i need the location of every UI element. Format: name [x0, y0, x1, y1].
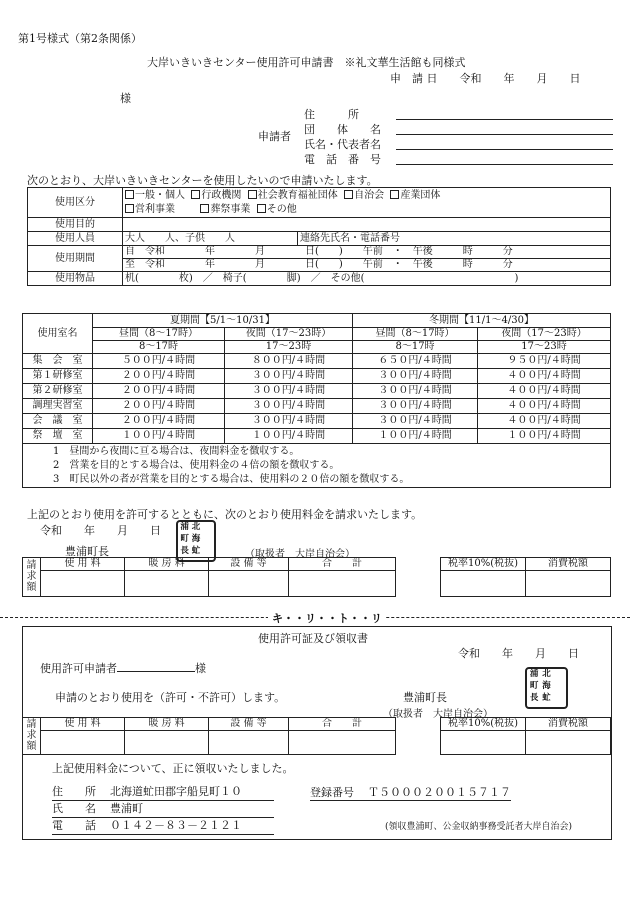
period-from[interactable]: 自 令和 年 月 日( ) 午前 ・ 午後 時 分	[123, 246, 611, 259]
table-row	[23, 414, 611, 429]
issuer-name	[52, 801, 274, 818]
checkbox-government[interactable]: 行政機関	[191, 190, 241, 201]
fee-cell: ４００円/４時間	[478, 414, 611, 429]
receipt-tax-amount-input[interactable]	[526, 731, 611, 755]
receipt-handler: （取扱者 大岸自治会）	[383, 709, 493, 720]
receipt-applicant-line[interactable]	[117, 671, 195, 672]
fee-cell: １００円/４時間	[353, 429, 478, 444]
total-header: 合 計	[289, 558, 396, 571]
receipt-tax-base-header: 税率10%(税抜)	[441, 718, 526, 731]
note-3: 3 町民以外の者が営業を目的とする場合は、使用料の２０倍の額を徴収する。	[53, 473, 410, 485]
category-options	[123, 188, 611, 218]
items-field[interactable]: 机( 枚) ／ 椅子( 脚) ／ その他( )	[123, 272, 611, 286]
fee-cell: ８００円/４時間	[225, 354, 353, 369]
form-number: 第1号様式（第2条関係）	[18, 32, 142, 45]
addressee-suffix: 様	[120, 92, 131, 105]
permit-statement: 申請のとおり使用を（許可・不許可）します。	[55, 691, 286, 704]
tax-base-input[interactable]	[441, 571, 526, 597]
official-seal: 浦 北 町 海 長 虻	[176, 520, 216, 562]
receipt-title: 使用許可証及び領収書	[258, 632, 368, 645]
fee-cell: ３００円/４時間	[353, 414, 478, 429]
receipt-fee-input[interactable]	[41, 731, 125, 755]
receipt-tax-table	[440, 717, 611, 755]
heating-input[interactable]	[125, 571, 209, 597]
room-header: 使用室名	[23, 314, 93, 354]
receipt-equipment-input[interactable]	[209, 731, 289, 755]
registration-number	[310, 784, 511, 801]
cut-label: キ・・リ・・ト・・リ	[268, 610, 386, 626]
summer-header: 夏期間【5/1～10/31】	[93, 314, 353, 328]
fee-cell: ３００円/４時間	[225, 384, 353, 399]
equipment-header: 設 備 等	[209, 558, 289, 571]
field-group-label: 団 体 名	[304, 123, 381, 136]
receipt-heating-input[interactable]	[125, 731, 209, 755]
fee-cell: ３００円/４時間	[225, 369, 353, 384]
fee-cell: ３００円/４時間	[225, 399, 353, 414]
fee-cell: ４００円/４時間	[478, 399, 611, 414]
receipt-equipment-header: 設 備 等	[209, 718, 289, 731]
fee-cell: ２００円/４時間	[93, 369, 225, 384]
receipt-total-header: 合 計	[289, 718, 396, 731]
fee-cell: ９５０円/４時間	[478, 354, 611, 369]
collector-note: (領収豊浦町、公金収納事務受託者大岸自治会)	[385, 822, 573, 832]
field-address-label: 住 所	[304, 108, 359, 121]
checkbox-other[interactable]: その他	[257, 204, 297, 215]
fee-cell: ３００円/４時間	[353, 384, 478, 399]
category-label: 使用区分	[28, 188, 123, 218]
charge-label: 請 求 額	[23, 558, 41, 597]
mayor-label: 豊浦町長	[65, 545, 109, 558]
handler-label: （取扱者 大岸自治会）	[245, 549, 355, 560]
equipment-input[interactable]	[209, 571, 289, 597]
issuer-address	[52, 784, 274, 801]
received-statement: 上記使用料金について、正に領収いたしました。	[52, 762, 294, 775]
name-input-line[interactable]	[396, 149, 613, 150]
receipt-charge-table	[22, 717, 396, 755]
room-name: 調理実習室	[23, 399, 93, 414]
checkbox-general[interactable]: 一般・個人	[125, 190, 185, 201]
room-name: 祭 壇 室	[23, 429, 93, 444]
fee-cell: １００円/４時間	[478, 429, 611, 444]
receipt-charge-label: 請 求 額	[23, 718, 41, 755]
applicant-label: 申請者	[258, 130, 291, 143]
approval-date: 令和 年 月 日	[40, 524, 161, 537]
intro-text: 次のとおり、大岸いきいきセンターを使用したいので申請いたします。	[27, 174, 378, 187]
total-input[interactable]	[289, 571, 396, 597]
fee-cell: ２００円/４時間	[93, 384, 225, 399]
people-label: 使用人員	[28, 232, 123, 246]
contact-label: 連絡先氏名・電話番号	[300, 232, 400, 244]
summer-day-sub: 8～17時	[93, 341, 225, 354]
summer-night-header: 夜間（17～23時）	[225, 328, 353, 341]
fee-cell: ２００円/４時間	[93, 399, 225, 414]
summer-night-sub: 17～23時	[225, 341, 353, 354]
receipt-fee-header: 使 用 料	[41, 718, 125, 731]
room-name: 第１研修室	[23, 369, 93, 384]
checkbox-industry[interactable]: 産業団体	[390, 190, 440, 201]
fee-cell: ５００円/４時間	[93, 354, 225, 369]
heating-header: 暖 房 料	[125, 558, 209, 571]
fee-cell: ２００円/４時間	[93, 414, 225, 429]
fee-table	[22, 313, 611, 488]
fee-header: 使 用 料	[41, 558, 125, 571]
room-name: 集 会 室	[23, 354, 93, 369]
fee-cell: ３００円/４時間	[225, 414, 353, 429]
table-row	[23, 384, 611, 399]
purpose-label: 使用目的	[28, 218, 123, 232]
summer-day-header: 昼間（8～17時）	[93, 328, 225, 341]
issuer-phone	[52, 818, 274, 835]
note-2: 2 営業を目的とする場合は、使用料金の４倍の額を徴収する。	[53, 459, 340, 471]
receipt-applicant	[40, 660, 206, 676]
tax-table	[440, 557, 611, 597]
table-row	[23, 354, 611, 369]
registration-label: 登録番号	[310, 786, 354, 799]
usage-table	[27, 187, 611, 286]
issuer-address-label: 住 所	[52, 785, 96, 798]
checkbox-neighborhood[interactable]: 自治会	[344, 190, 384, 201]
group-input-line[interactable]	[396, 134, 613, 135]
table-row	[23, 429, 611, 444]
registration-value: Ｔ５０００２００１５７１７	[368, 786, 511, 799]
fee-notes	[23, 444, 611, 488]
application-date: 申 請 日 令和 年 月 日	[390, 72, 581, 85]
receipt-heating-header: 暖 房 料	[125, 718, 209, 731]
fee-input[interactable]	[41, 571, 125, 597]
table-row	[23, 369, 611, 384]
contact-field[interactable]	[298, 232, 611, 246]
receipt-tax-base-input[interactable]	[441, 731, 526, 755]
table-row	[23, 399, 611, 414]
tax-amount-header: 消費税額	[526, 558, 611, 571]
fee-cell: ４００円/４時間	[478, 369, 611, 384]
purpose-field[interactable]	[123, 218, 611, 232]
fee-cell: ４００円/４時間	[478, 384, 611, 399]
fee-cell: １００円/４時間	[225, 429, 353, 444]
applicant-fields	[304, 107, 381, 167]
checkbox-funeral[interactable]: 葬祭事業	[200, 204, 250, 215]
tax-amount-input[interactable]	[526, 571, 611, 597]
receipt-applicant-label: 使用許可申請者	[40, 662, 117, 675]
items-label: 使用物品	[28, 272, 123, 286]
checkbox-social-education[interactable]: 社会教育福祉団体	[248, 190, 338, 201]
issuer-phone-label: 電 話	[52, 819, 96, 832]
form-title: 大岸いきいきセンター使用許可申請書 ※礼文華生活館も同様式	[147, 56, 466, 69]
receipt-total-input[interactable]	[289, 731, 396, 755]
fee-cell: １００円/４時間	[93, 429, 225, 444]
winter-header: 冬期間【11/1～4/30】	[353, 314, 611, 328]
people-field[interactable]: 大人 人、子供 人	[123, 232, 298, 246]
fee-cell: ３００円/４時間	[353, 399, 478, 414]
issuer-phone-value: ０１４２－８３－２１２１	[110, 819, 242, 832]
field-name-label: 氏名・代表者名	[304, 138, 381, 151]
charge-table	[22, 557, 396, 597]
period-label: 使用期間	[28, 246, 123, 272]
receipt-date: 令和 年 月 日	[458, 647, 579, 660]
receipt-seal: 浦 北 町 海 長 虻	[525, 667, 568, 709]
issuer-block	[52, 784, 274, 835]
note-1: 1 昼間から夜間に亘る場合は、夜間料金を徴収する。	[53, 445, 300, 457]
field-phone-label: 電 話 番 号	[304, 153, 381, 166]
winter-night-header: 夜間（17～23時）	[478, 328, 611, 341]
period-to[interactable]: 至 令和 年 月 日( ) 午前 ・ 午後 時 分	[123, 259, 611, 272]
winter-day-sub: 8～17時	[353, 341, 478, 354]
fee-cell: ６５０円/４時間	[353, 354, 478, 369]
room-name: 会 議 室	[23, 414, 93, 429]
address-input-line[interactable]	[396, 119, 613, 120]
receipt-tax-amount-header: 消費税額	[526, 718, 611, 731]
fee-cell: ３００円/４時間	[353, 369, 478, 384]
approval-statement: 上記のとおり使用を許可するとともに、次のとおり使用料金を請求いたします。	[27, 508, 423, 521]
checkbox-commercial[interactable]: 営利事業	[125, 204, 175, 215]
receipt-mayor: 豊浦町長	[403, 691, 447, 704]
tax-base-header: 税率10%(税抜)	[441, 558, 526, 571]
phone-input-line[interactable]	[396, 164, 613, 165]
winter-night-sub: 17～23時	[478, 341, 611, 354]
issuer-address-value: 北海道虻田郡字船見町１０	[110, 785, 242, 798]
receipt-applicant-suffix: 様	[195, 662, 206, 675]
issuer-name-value: 豊浦町	[110, 802, 143, 815]
issuer-name-label: 氏 名	[52, 802, 96, 815]
winter-day-header: 昼間（8～17時）	[353, 328, 478, 341]
room-name: 第２研修室	[23, 384, 93, 399]
